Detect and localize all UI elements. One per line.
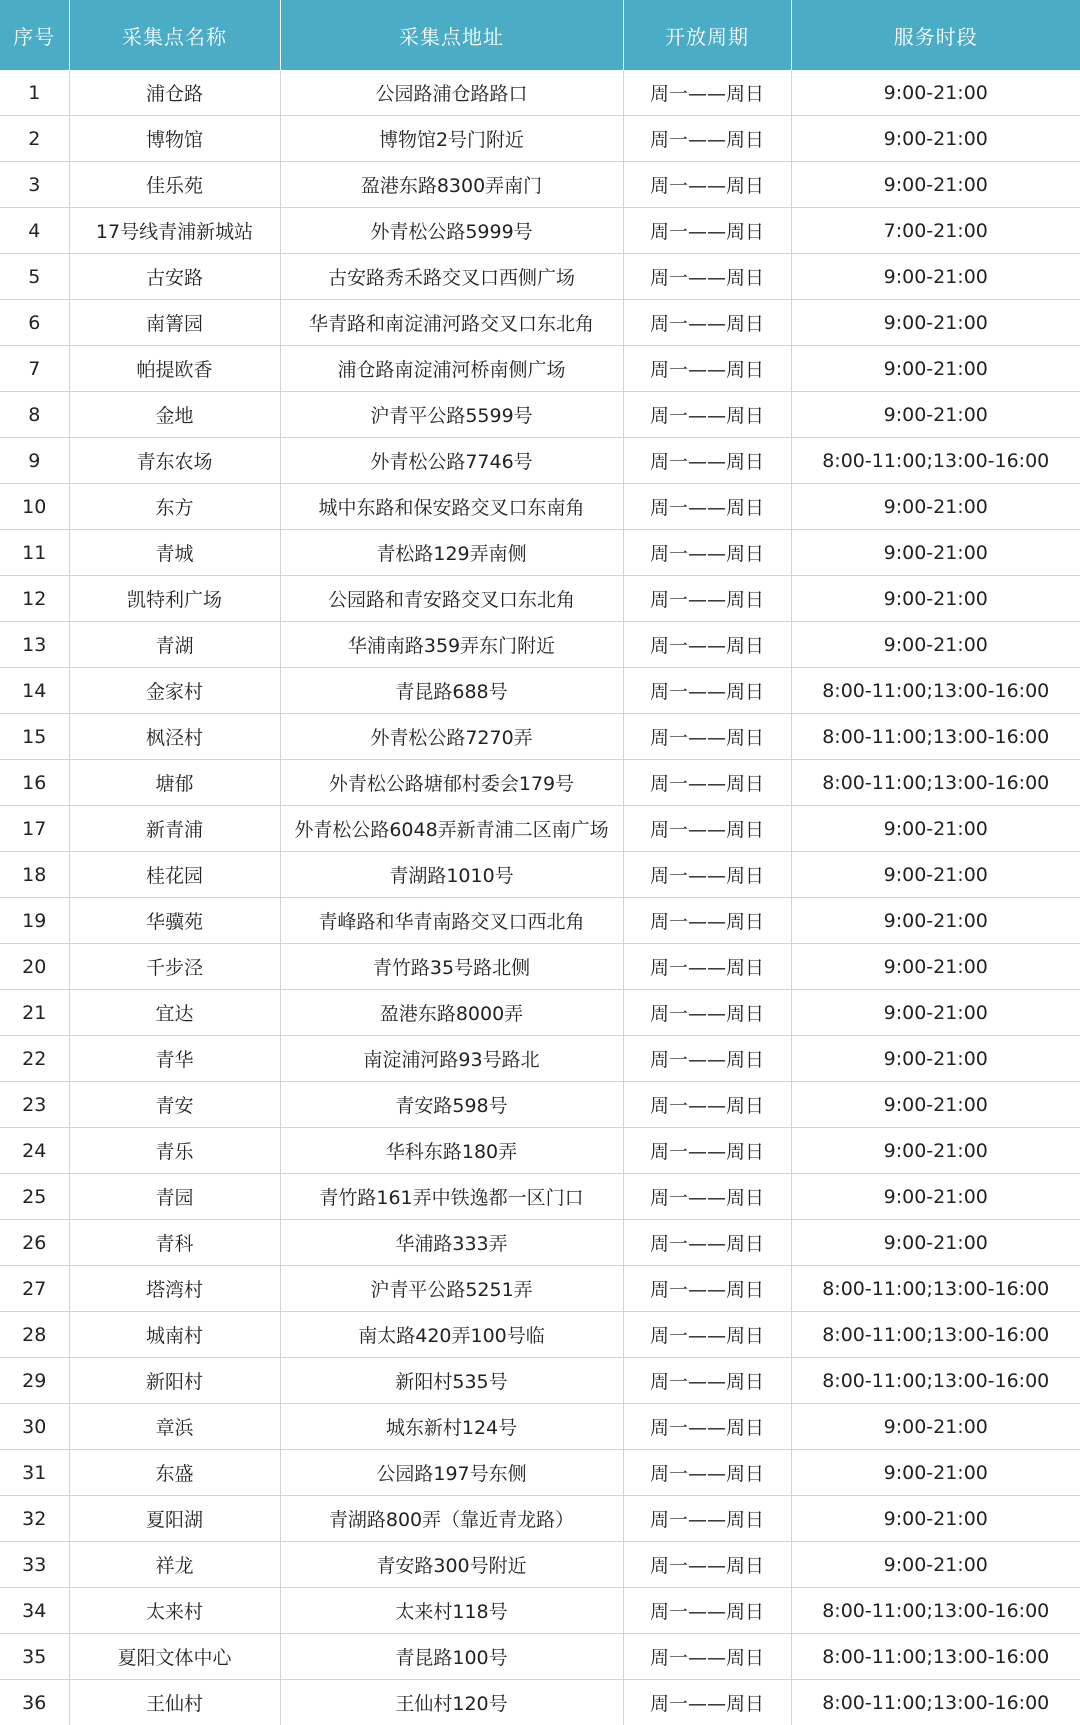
table-row: [0, 484, 1080, 530]
cell-point-name: 青园: [69, 1174, 280, 1220]
header-point-address: 采集点地址: [280, 0, 623, 70]
cell-service-hours: 8:00-11:00;13:00-16:00: [791, 1266, 1080, 1312]
cell-point-address: 青昆路688号: [280, 668, 623, 714]
cell-point-address: 古安路秀禾路交叉口西侧广场: [280, 254, 623, 300]
table-row: [0, 1588, 1080, 1634]
cell-point-address: 华青路和南淀浦河路交叉口东北角: [280, 300, 623, 346]
cell-service-hours: 8:00-11:00;13:00-16:00: [791, 438, 1080, 484]
cell-index: 33: [0, 1542, 69, 1588]
table-row: [0, 1082, 1080, 1128]
cell-point-address: 外青松公路塘郁村委会179号: [280, 760, 623, 806]
table-row: [0, 438, 1080, 484]
cell-point-name: 太来村: [69, 1588, 280, 1634]
cell-service-hours: 9:00-21:00: [791, 392, 1080, 438]
cell-point-address: 博物馆2号门附近: [280, 116, 623, 162]
cell-open-period: 周一——周日: [623, 162, 791, 208]
cell-point-address: 青安路300号附近: [280, 1542, 623, 1588]
table-row: [0, 806, 1080, 852]
cell-index: 30: [0, 1404, 69, 1450]
cell-point-name: 王仙村: [69, 1680, 280, 1725]
cell-index: 10: [0, 484, 69, 530]
cell-point-name: 青湖: [69, 622, 280, 668]
cell-point-address: 青竹路161弄中铁逸都一区门口: [280, 1174, 623, 1220]
cell-point-name: 南箐园: [69, 300, 280, 346]
cell-service-hours: 8:00-11:00;13:00-16:00: [791, 1312, 1080, 1358]
cell-index: 22: [0, 1036, 69, 1082]
cell-index: 25: [0, 1174, 69, 1220]
cell-index: 3: [0, 162, 69, 208]
cell-point-name: 17号线青浦新城站: [69, 208, 280, 254]
cell-index: 13: [0, 622, 69, 668]
table-row: [0, 1266, 1080, 1312]
cell-index: 4: [0, 208, 69, 254]
cell-service-hours: 9:00-21:00: [791, 116, 1080, 162]
cell-point-name: 浦仓路: [69, 70, 280, 116]
cell-open-period: 周一——周日: [623, 1404, 791, 1450]
cell-open-period: 周一——周日: [623, 944, 791, 990]
cell-service-hours: 8:00-11:00;13:00-16:00: [791, 1680, 1080, 1725]
table-row: [0, 576, 1080, 622]
cell-service-hours: 9:00-21:00: [791, 1036, 1080, 1082]
table-row: [0, 1312, 1080, 1358]
cell-open-period: 周一——周日: [623, 1174, 791, 1220]
cell-index: 12: [0, 576, 69, 622]
cell-point-address: 盈港东路8300弄南门: [280, 162, 623, 208]
cell-service-hours: 9:00-21:00: [791, 1220, 1080, 1266]
cell-open-period: 周一——周日: [623, 1358, 791, 1404]
table-row: [0, 1542, 1080, 1588]
cell-point-name: 夏阳文体中心: [69, 1634, 280, 1680]
table-row: [0, 714, 1080, 760]
cell-point-name: 博物馆: [69, 116, 280, 162]
cell-index: 34: [0, 1588, 69, 1634]
table-row: [0, 208, 1080, 254]
table-row: [0, 898, 1080, 944]
cell-point-address: 盈港东路8000弄: [280, 990, 623, 1036]
cell-point-address: 南淀浦河路93号路北: [280, 1036, 623, 1082]
cell-point-name: 青东农场: [69, 438, 280, 484]
table-row: [0, 990, 1080, 1036]
cell-point-address: 公园路197号东侧: [280, 1450, 623, 1496]
cell-service-hours: 9:00-21:00: [791, 1450, 1080, 1496]
cell-open-period: 周一——周日: [623, 1542, 791, 1588]
cell-index: 2: [0, 116, 69, 162]
cell-point-address: 华浦路333弄: [280, 1220, 623, 1266]
table-row: [0, 1358, 1080, 1404]
cell-service-hours: 9:00-21:00: [791, 990, 1080, 1036]
cell-open-period: 周一——周日: [623, 254, 791, 300]
cell-service-hours: 7:00-21:00: [791, 208, 1080, 254]
header-index: 序号: [0, 0, 69, 70]
cell-point-name: 祥龙: [69, 1542, 280, 1588]
cell-open-period: 周一——周日: [623, 1496, 791, 1542]
cell-point-address: 青湖路1010号: [280, 852, 623, 898]
cell-open-period: 周一——周日: [623, 1450, 791, 1496]
cell-index: 19: [0, 898, 69, 944]
table-row: [0, 1450, 1080, 1496]
cell-point-name: 枫泾村: [69, 714, 280, 760]
cell-point-name: 宜达: [69, 990, 280, 1036]
cell-point-name: 凯特利广场: [69, 576, 280, 622]
cell-open-period: 周一——周日: [623, 484, 791, 530]
cell-service-hours: 9:00-21:00: [791, 806, 1080, 852]
cell-open-period: 周一——周日: [623, 576, 791, 622]
cell-index: 1: [0, 70, 69, 116]
cell-open-period: 周一——周日: [623, 668, 791, 714]
table-row: [0, 1634, 1080, 1680]
cell-point-name: 帕提欧香: [69, 346, 280, 392]
table-row: [0, 1404, 1080, 1450]
table-header: [0, 0, 1080, 70]
table-row: [0, 1496, 1080, 1542]
cell-point-name: 青华: [69, 1036, 280, 1082]
cell-point-name: 塔湾村: [69, 1266, 280, 1312]
cell-index: 28: [0, 1312, 69, 1358]
cell-open-period: 周一——周日: [623, 1128, 791, 1174]
table-row: [0, 760, 1080, 806]
cell-open-period: 周一——周日: [623, 806, 791, 852]
cell-index: 31: [0, 1450, 69, 1496]
table-row: [0, 622, 1080, 668]
table-row: [0, 944, 1080, 990]
cell-point-name: 新青浦: [69, 806, 280, 852]
cell-point-name: 金家村: [69, 668, 280, 714]
table-row: [0, 1036, 1080, 1082]
cell-service-hours: 8:00-11:00;13:00-16:00: [791, 1358, 1080, 1404]
cell-open-period: 周一——周日: [623, 208, 791, 254]
cell-point-address: 沪青平公路5251弄: [280, 1266, 623, 1312]
header-open-period: 开放周期: [623, 0, 791, 70]
cell-service-hours: 9:00-21:00: [791, 254, 1080, 300]
cell-point-name: 东盛: [69, 1450, 280, 1496]
cell-point-address: 王仙村120号: [280, 1680, 623, 1725]
cell-point-name: 夏阳湖: [69, 1496, 280, 1542]
cell-point-address: 外青松公路7270弄: [280, 714, 623, 760]
cell-point-address: 青竹路35号路北侧: [280, 944, 623, 990]
cell-point-name: 东方: [69, 484, 280, 530]
cell-index: 6: [0, 300, 69, 346]
cell-point-address: 城中东路和保安路交叉口东南角: [280, 484, 623, 530]
cell-open-period: 周一——周日: [623, 852, 791, 898]
cell-point-address: 南太路420弄100号临: [280, 1312, 623, 1358]
cell-service-hours: 9:00-21:00: [791, 484, 1080, 530]
cell-point-name: 新阳村: [69, 1358, 280, 1404]
cell-index: 18: [0, 852, 69, 898]
table-body: [0, 70, 1080, 1725]
cell-open-period: 周一——周日: [623, 530, 791, 576]
cell-open-period: 周一——周日: [623, 70, 791, 116]
table-row: [0, 530, 1080, 576]
cell-point-address: 浦仓路南淀浦河桥南侧广场: [280, 346, 623, 392]
cell-index: 17: [0, 806, 69, 852]
cell-index: 8: [0, 392, 69, 438]
cell-point-address: 青峰路和华青南路交叉口西北角: [280, 898, 623, 944]
cell-point-address: 外青松公路5999号: [280, 208, 623, 254]
table-row: [0, 254, 1080, 300]
cell-point-name: 华骥苑: [69, 898, 280, 944]
cell-point-name: 青乐: [69, 1128, 280, 1174]
cell-open-period: 周一——周日: [623, 1312, 791, 1358]
cell-index: 26: [0, 1220, 69, 1266]
cell-index: 36: [0, 1680, 69, 1725]
cell-service-hours: 9:00-21:00: [791, 1404, 1080, 1450]
cell-index: 15: [0, 714, 69, 760]
cell-point-name: 城南村: [69, 1312, 280, 1358]
cell-point-address: 新阳村535号: [280, 1358, 623, 1404]
cell-index: 20: [0, 944, 69, 990]
header-service-hours: 服务时段: [791, 0, 1080, 70]
cell-service-hours: 9:00-21:00: [791, 70, 1080, 116]
table-row: [0, 300, 1080, 346]
table-row: [0, 668, 1080, 714]
table-row: [0, 1220, 1080, 1266]
cell-service-hours: 9:00-21:00: [791, 1496, 1080, 1542]
cell-index: 35: [0, 1634, 69, 1680]
header-point-name: 采集点名称: [69, 0, 280, 70]
cell-point-address: 城东新村124号: [280, 1404, 623, 1450]
header-row: [0, 0, 1080, 70]
cell-point-address: 青昆路100号: [280, 1634, 623, 1680]
cell-point-address: 青湖路800弄（靠近青龙路）: [280, 1496, 623, 1542]
cell-open-period: 周一——周日: [623, 1082, 791, 1128]
cell-service-hours: 9:00-21:00: [791, 944, 1080, 990]
cell-service-hours: 8:00-11:00;13:00-16:00: [791, 760, 1080, 806]
cell-index: 21: [0, 990, 69, 1036]
cell-service-hours: 9:00-21:00: [791, 346, 1080, 392]
cell-service-hours: 9:00-21:00: [791, 1174, 1080, 1220]
cell-service-hours: 8:00-11:00;13:00-16:00: [791, 714, 1080, 760]
cell-index: 23: [0, 1082, 69, 1128]
cell-index: 24: [0, 1128, 69, 1174]
cell-open-period: 周一——周日: [623, 990, 791, 1036]
cell-point-address: 太来村118号: [280, 1588, 623, 1634]
cell-open-period: 周一——周日: [623, 300, 791, 346]
cell-service-hours: 9:00-21:00: [791, 300, 1080, 346]
cell-index: 14: [0, 668, 69, 714]
cell-index: 9: [0, 438, 69, 484]
cell-index: 7: [0, 346, 69, 392]
table-row: [0, 1174, 1080, 1220]
table-row: [0, 1680, 1080, 1725]
cell-open-period: 周一——周日: [623, 1680, 791, 1725]
cell-open-period: 周一——周日: [623, 438, 791, 484]
table-row: [0, 346, 1080, 392]
cell-point-name: 佳乐苑: [69, 162, 280, 208]
cell-service-hours: 9:00-21:00: [791, 530, 1080, 576]
cell-open-period: 周一——周日: [623, 116, 791, 162]
cell-point-name: 金地: [69, 392, 280, 438]
cell-index: 29: [0, 1358, 69, 1404]
cell-point-address: 外青松公路6048弄新青浦二区南广场: [280, 806, 623, 852]
cell-open-period: 周一——周日: [623, 898, 791, 944]
cell-point-address: 沪青平公路5599号: [280, 392, 623, 438]
cell-point-address: 青松路129弄南侧: [280, 530, 623, 576]
cell-open-period: 周一——周日: [623, 1036, 791, 1082]
cell-open-period: 周一——周日: [623, 622, 791, 668]
cell-service-hours: 9:00-21:00: [791, 1128, 1080, 1174]
cell-service-hours: 8:00-11:00;13:00-16:00: [791, 668, 1080, 714]
cell-index: 5: [0, 254, 69, 300]
cell-service-hours: 8:00-11:00;13:00-16:00: [791, 1634, 1080, 1680]
cell-index: 27: [0, 1266, 69, 1312]
cell-index: 11: [0, 530, 69, 576]
cell-service-hours: 9:00-21:00: [791, 852, 1080, 898]
cell-service-hours: 9:00-21:00: [791, 162, 1080, 208]
cell-open-period: 周一——周日: [623, 1634, 791, 1680]
cell-point-address: 青安路598号: [280, 1082, 623, 1128]
cell-service-hours: 9:00-21:00: [791, 1082, 1080, 1128]
cell-point-address: 华浦南路359弄东门附近: [280, 622, 623, 668]
cell-open-period: 周一——周日: [623, 760, 791, 806]
cell-point-address: 华科东路180弄: [280, 1128, 623, 1174]
cell-point-name: 章浜: [69, 1404, 280, 1450]
table-row: [0, 116, 1080, 162]
cell-open-period: 周一——周日: [623, 1220, 791, 1266]
cell-service-hours: 9:00-21:00: [791, 1542, 1080, 1588]
table-row: [0, 392, 1080, 438]
cell-open-period: 周一——周日: [623, 714, 791, 760]
cell-point-name: 千步泾: [69, 944, 280, 990]
cell-point-address: 公园路和青安路交叉口东北角: [280, 576, 623, 622]
cell-point-address: 外青松公路7746号: [280, 438, 623, 484]
cell-point-name: 塘郁: [69, 760, 280, 806]
cell-index: 16: [0, 760, 69, 806]
cell-point-address: 公园路浦仓路路口: [280, 70, 623, 116]
cell-point-name: 青城: [69, 530, 280, 576]
cell-index: 32: [0, 1496, 69, 1542]
cell-open-period: 周一——周日: [623, 392, 791, 438]
cell-point-name: 古安路: [69, 254, 280, 300]
cell-open-period: 周一——周日: [623, 1588, 791, 1634]
cell-service-hours: 9:00-21:00: [791, 576, 1080, 622]
cell-service-hours: 9:00-21:00: [791, 898, 1080, 944]
cell-service-hours: 9:00-21:00: [791, 622, 1080, 668]
table-row: [0, 1128, 1080, 1174]
cell-open-period: 周一——周日: [623, 1266, 791, 1312]
table-row: [0, 162, 1080, 208]
cell-point-name: 青科: [69, 1220, 280, 1266]
table-row: [0, 852, 1080, 898]
cell-open-period: 周一——周日: [623, 346, 791, 392]
table-row: [0, 70, 1080, 116]
cell-service-hours: 8:00-11:00;13:00-16:00: [791, 1588, 1080, 1634]
cell-point-name: 桂花园: [69, 852, 280, 898]
cell-point-name: 青安: [69, 1082, 280, 1128]
